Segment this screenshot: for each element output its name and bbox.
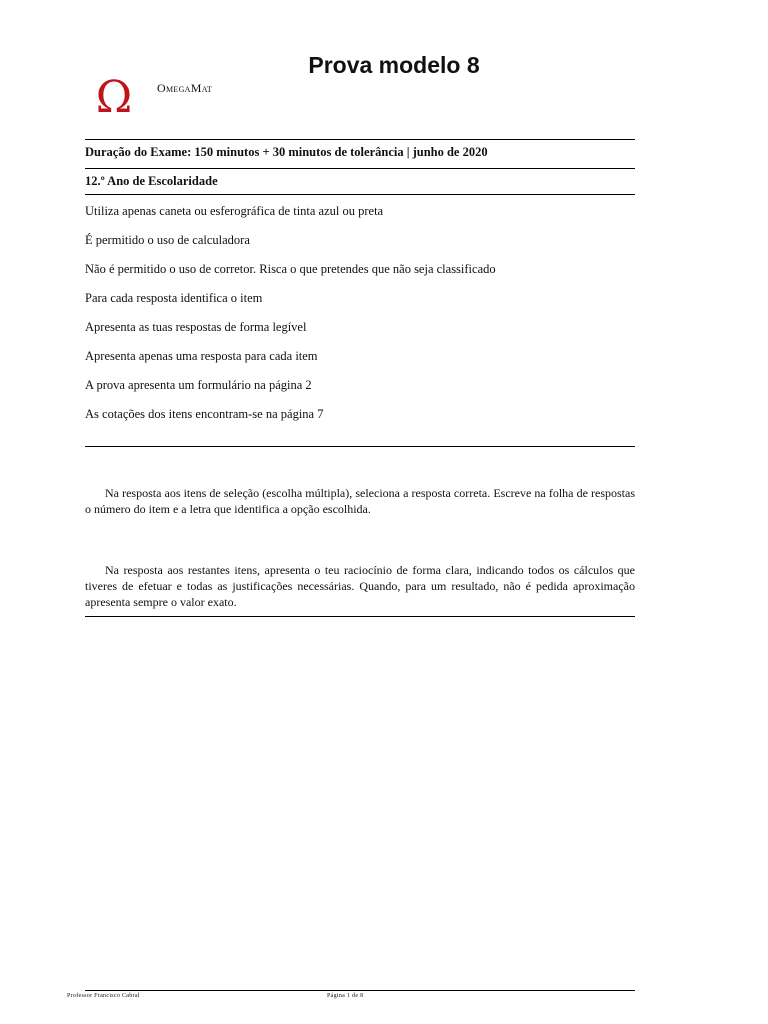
instruction-item: A prova apresenta um formulário na página 2 <box>85 378 312 392</box>
instruction-item: É permitido o uso de calculadora <box>85 233 250 247</box>
instruction-item: Para cada resposta identifica o item <box>85 291 263 305</box>
instructions-list <box>85 203 496 435</box>
divider-year <box>85 194 635 195</box>
remaining-items-paragraph: Na resposta aos restantes itens, apresenta o teu raciocínio de forma clara, indicando todos os cálculos que tiveres de efetuar e todas as justificações necessárias. Quando, para um resultado, não é pedida aproximação apresenta sempre o valor exato. <box>85 563 635 609</box>
year-level-text: 12.º Ano de Escolaridade <box>85 174 218 188</box>
page-title: Prova modelo 8 <box>308 52 480 78</box>
instruction-item: Apresenta apenas uma resposta para cada item <box>85 349 318 363</box>
duration-value: 150 minutos + 30 minutos de tolerância | junho de 2020 <box>194 145 488 159</box>
instruction-item: Utiliza apenas caneta ou esferográfica de tinta azul ou preta <box>85 204 384 218</box>
omega-logo-icon <box>92 74 136 118</box>
duration-label: Duração do Exame: <box>85 145 192 159</box>
footer-divider <box>85 990 635 991</box>
instruction-item: Não é permitido o uso de corretor. Risca o que pretendes que não seja classificado <box>85 262 496 276</box>
omega-logo-symbol: Ω <box>95 74 133 118</box>
divider-top <box>85 139 635 140</box>
footer-author: Professor Francisco Cabral <box>67 993 140 999</box>
brand-name: OmegaMat <box>157 81 213 95</box>
footer-page-number: Página 1 de 8 <box>327 993 364 999</box>
selection-items-paragraph: Na resposta aos itens de seleção (escolha múltipla), seleciona a resposta correta. Escreve na folha de respostas o número do item e a letra que identifica a opção escolhida. <box>85 486 635 516</box>
divider-middle <box>85 168 635 169</box>
divider-bottom <box>85 616 635 617</box>
instruction-item: As cotações dos itens encontram-se na página 7 <box>85 407 324 421</box>
divider-instructions <box>85 446 635 447</box>
year-level <box>85 174 218 189</box>
exam-duration <box>85 145 488 160</box>
instruction-item: Apresenta as tuas respostas de forma legível <box>85 320 307 334</box>
